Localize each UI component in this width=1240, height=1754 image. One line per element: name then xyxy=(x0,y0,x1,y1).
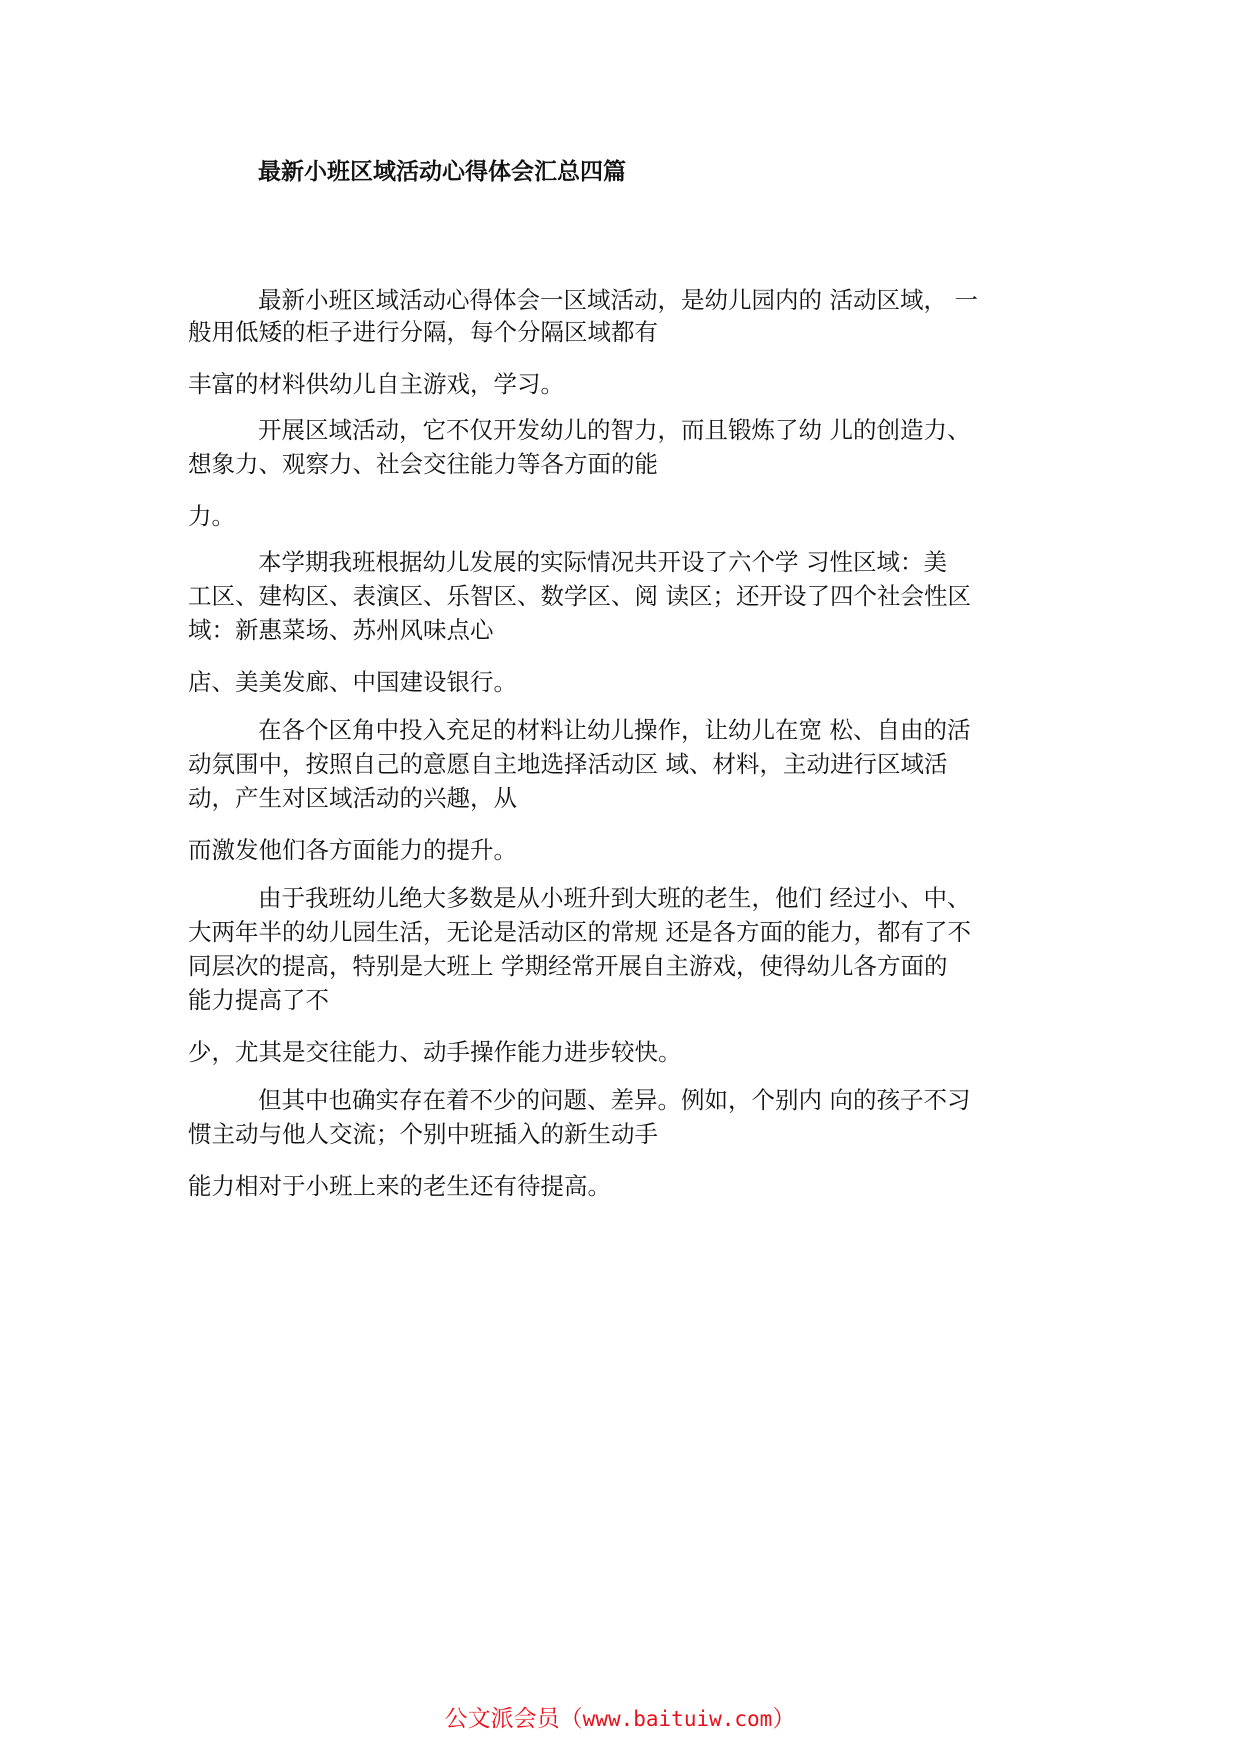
body-line: 少，尤其是交往能力、动手操作能力进步较快。 xyxy=(188,1038,682,1066)
body-line: 但其中也确实存在着不少的问题、差异。例如，个别内 向的孩子不习 xyxy=(258,1086,971,1114)
body-line: 力。 xyxy=(188,502,235,530)
document-title: 最新小班区域活动心得体会汇总四篇 xyxy=(258,159,626,185)
body-line: 本学期我班根据幼儿发展的实际情况共开设了六个学 习性区域：美 xyxy=(258,548,947,576)
body-line: 能力提高了不 xyxy=(188,986,329,1014)
body-line: 工区、建构区、表演区、乐智区、数学区、阅 读区；还开设了四个社会性区 xyxy=(188,582,971,610)
footer-watermark[interactable] xyxy=(0,1704,1240,1734)
body-line: 由于我班幼儿绝大多数是从小班升到大班的老生，他们 经过小、中、 xyxy=(258,884,971,912)
body-line: 动氛围中，按照自己的意愿自主地选择活动区 域、材料，主动进行区域活 xyxy=(188,750,948,778)
body-line: 动，产生对区域活动的兴趣，从 xyxy=(188,784,517,812)
body-line: 想象力、观察力、社会交往能力等各方面的能 xyxy=(188,450,658,478)
body-line: 大两年半的幼儿园生活，无论是活动区的常规 还是各方面的能力，都有了不 xyxy=(188,918,971,946)
body-line: 同层次的提高，特别是大班上 学期经常开展自主游戏，使得幼儿各方面的 xyxy=(188,952,948,980)
footer-paren-close: ） xyxy=(772,1706,796,1732)
body-line: 惯主动与他人交流；个别中班插入的新生动手 xyxy=(188,1120,658,1148)
body-line: 最新小班区域活动心得体会一区域活动，是幼儿园内的 活动区域， 一 xyxy=(258,286,978,314)
body-line: 而激发他们各方面能力的提升。 xyxy=(188,836,517,864)
body-line: 能力相对于小班上来的老生还有待提高。 xyxy=(188,1172,611,1200)
body-line: 域：新惠菜场、苏州风味点心 xyxy=(188,616,494,644)
footer-site-link[interactable]: www.baituiw.com xyxy=(582,1707,773,1731)
body-line: 般用低矮的柜子进行分隔，每个分隔区域都有 xyxy=(188,318,658,346)
body-line: 店、美美发廊、中国建设银行。 xyxy=(188,668,517,696)
body-line: 开展区域活动，它不仅开发幼儿的智力，而且锻炼了幼 儿的创造力、 xyxy=(258,416,971,444)
footer-paren-open: （ xyxy=(559,1706,583,1732)
footer-brand: 公文派会员 xyxy=(444,1706,560,1732)
body-line: 在各个区角中投入充足的材料让幼儿操作，让幼儿在宽 松、自由的活 xyxy=(258,716,971,744)
body-line: 丰富的材料供幼儿自主游戏，学习。 xyxy=(188,370,564,398)
